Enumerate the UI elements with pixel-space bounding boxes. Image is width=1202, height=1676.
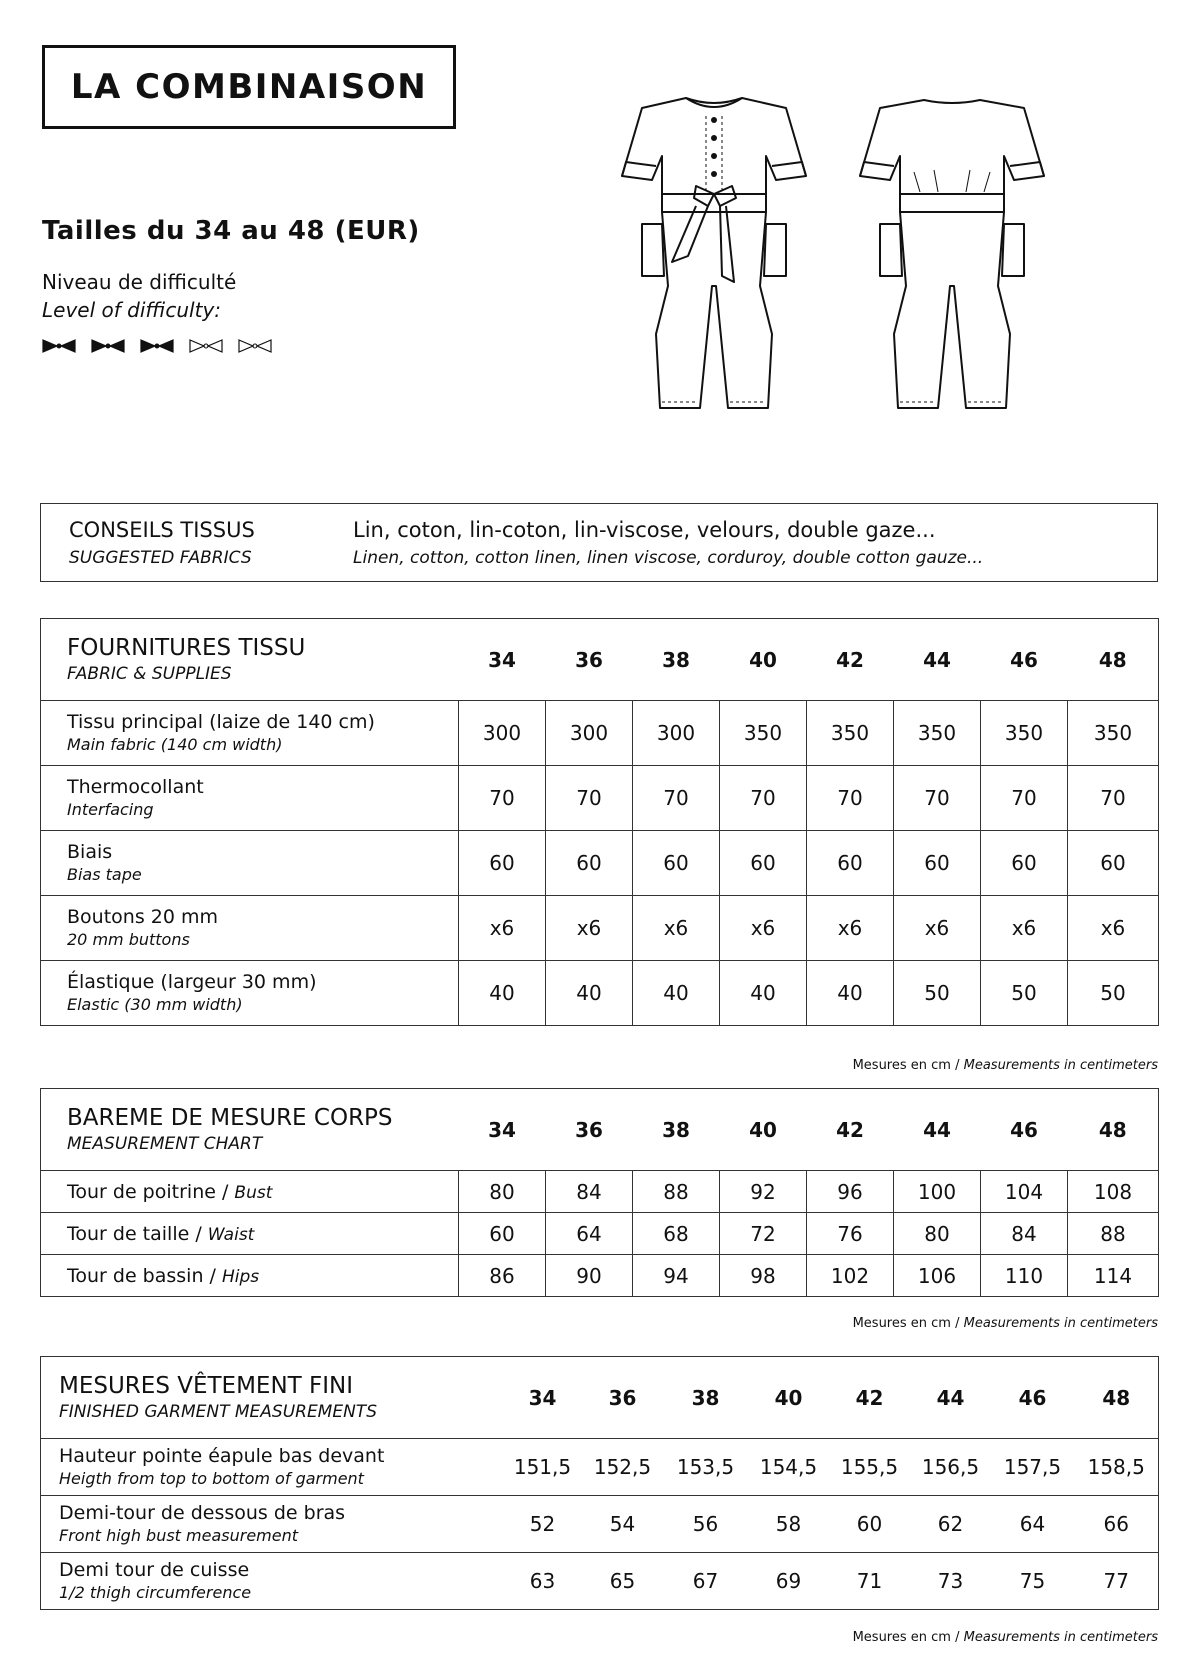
- units-note-fr: Mesures en cm: [852, 1058, 951, 1073]
- table-cell: 102: [807, 1255, 894, 1297]
- table-cell: 71: [829, 1553, 911, 1610]
- table-cell: 84: [546, 1171, 633, 1213]
- units-note-fr: Mesures en cm: [852, 1630, 951, 1645]
- table-cell: 60: [720, 831, 807, 896]
- supplies-heading-fr: FOURNITURES TISSU: [67, 634, 306, 661]
- table-cell: x6: [894, 896, 981, 961]
- table-cell: 70: [633, 766, 720, 831]
- row-label-fr: Hauteur pointe éapule bas devant: [59, 1445, 385, 1467]
- table-cell: 100: [894, 1171, 981, 1213]
- suggested-fabrics-box: [40, 503, 1158, 582]
- body-chart-heading-en: MEASUREMENT CHART: [67, 1133, 263, 1154]
- supplies-size-header: 48: [1098, 647, 1127, 672]
- table-cell: 153,5: [663, 1439, 749, 1496]
- table-cell: 70: [807, 766, 894, 831]
- body-chart-size-header: 42: [836, 1117, 864, 1142]
- finished-size-header: 36: [608, 1385, 637, 1410]
- row-label: [41, 1213, 459, 1255]
- bow-filled-icon: [91, 338, 125, 354]
- supplies-size-header: 36: [575, 647, 603, 672]
- table-cell: 70: [720, 766, 807, 831]
- row-label: [41, 961, 459, 1026]
- row-label-fr: Boutons 20 mm: [67, 906, 218, 928]
- table-cell: 94: [633, 1255, 720, 1297]
- bow-outline-icon: [238, 338, 272, 354]
- finished-garment-table: [40, 1356, 1159, 1610]
- table-cell: 90: [546, 1255, 633, 1297]
- table-cell: 300: [459, 701, 546, 766]
- row-label: [41, 896, 459, 961]
- row-label-fr: Tour de bassin: [67, 1264, 204, 1287]
- table-cell: 300: [633, 701, 720, 766]
- body-chart-heading: [41, 1089, 459, 1171]
- table-cell: 70: [546, 766, 633, 831]
- table-cell: 76: [807, 1213, 894, 1255]
- table-cell: 60: [459, 1213, 546, 1255]
- table-cell: x6: [633, 896, 720, 961]
- body-chart-size-header: 44: [923, 1117, 951, 1142]
- table-cell: 67: [663, 1553, 749, 1610]
- finished-size-header: 44: [936, 1385, 965, 1410]
- row-label-fr: Tissu principal (laize de 140 cm): [67, 711, 375, 733]
- table-cell: 60: [1068, 831, 1159, 896]
- table-cell: x6: [720, 896, 807, 961]
- row-label-en: Elastic (30 mm width): [67, 995, 243, 1014]
- table-cell: 156,5: [911, 1439, 991, 1496]
- table-cell: 60: [546, 831, 633, 896]
- table-row: [41, 1171, 1159, 1213]
- table-row: [41, 1255, 1159, 1297]
- table-cell: 64: [546, 1213, 633, 1255]
- table-cell: 63: [503, 1553, 583, 1610]
- fabrics-heading-fr: CONSEILS TISSUS: [69, 518, 255, 542]
- units-note-en: Measurements in centimeters: [963, 1058, 1158, 1073]
- table-cell: 84: [981, 1213, 1068, 1255]
- row-label-en: Heigth from top to bottom of garment: [59, 1469, 364, 1488]
- table-cell: 56: [663, 1496, 749, 1553]
- finished-heading-fr: MESURES VÊTEMENT FINI: [59, 1372, 354, 1399]
- row-label: [41, 766, 459, 831]
- row-label-sep: /: [215, 1180, 235, 1203]
- supplies-size-header: 44: [923, 647, 951, 672]
- table-cell: 92: [720, 1171, 807, 1213]
- row-label-fr: Biais: [67, 841, 113, 863]
- table-cell: 60: [981, 831, 1068, 896]
- table-cell: 66: [1075, 1496, 1159, 1553]
- table-cell: 104: [981, 1171, 1068, 1213]
- body-chart-size-header: 34: [488, 1117, 516, 1142]
- table-cell: 40: [459, 961, 546, 1026]
- table-cell: 96: [807, 1171, 894, 1213]
- supplies-heading: [41, 619, 459, 701]
- finished-size-header: 34: [528, 1385, 557, 1410]
- table-cell: 86: [459, 1255, 546, 1297]
- row-label-fr: Demi tour de cuisse: [59, 1559, 250, 1581]
- table-row: [41, 1553, 1159, 1610]
- units-note-fr: Mesures en cm: [852, 1316, 951, 1331]
- table-cell: 88: [633, 1171, 720, 1213]
- table-cell: 300: [546, 701, 633, 766]
- difficulty-label-fr: Niveau de difficulté: [42, 270, 237, 294]
- units-note-en: Measurements in centimeters: [963, 1630, 1158, 1645]
- table-cell: 60: [829, 1496, 911, 1553]
- table-cell: x6: [459, 896, 546, 961]
- row-label: [41, 701, 459, 766]
- body-chart-size-header: 38: [662, 1117, 690, 1142]
- supplies-size-header: 46: [1010, 647, 1038, 672]
- table-cell: 60: [633, 831, 720, 896]
- table-cell: 157,5: [991, 1439, 1075, 1496]
- table-cell: 154,5: [749, 1439, 829, 1496]
- table-cell: 50: [894, 961, 981, 1026]
- bow-filled-icon: [42, 338, 76, 354]
- row-label-en: 20 mm buttons: [67, 930, 190, 949]
- table-cell: 70: [894, 766, 981, 831]
- row-label-en: Waist: [207, 1224, 255, 1245]
- units-note: [853, 1630, 1158, 1645]
- finished-size-header: 40: [774, 1385, 803, 1410]
- page-title: LA COMBINAISON: [70, 67, 428, 107]
- units-note: [853, 1316, 1158, 1331]
- body-chart-size-header: 48: [1098, 1117, 1127, 1142]
- finished-heading-en: FINISHED GARMENT MEASUREMENTS: [59, 1401, 377, 1422]
- supplies-size-header: 38: [662, 647, 690, 672]
- table-cell: 40: [807, 961, 894, 1026]
- row-label-en: Main fabric (140 cm width): [67, 735, 283, 754]
- table-cell: 62: [911, 1496, 991, 1553]
- table-cell: 88: [1068, 1213, 1159, 1255]
- measurement-chart-table: [40, 1088, 1159, 1297]
- table-cell: 106: [894, 1255, 981, 1297]
- table-cell: 108: [1068, 1171, 1159, 1213]
- row-label-sep: /: [189, 1222, 208, 1245]
- row-label: [41, 1171, 459, 1213]
- row-label: [41, 1496, 503, 1553]
- units-note-sep: /: [950, 1630, 964, 1645]
- row-label-fr: Tour de poitrine: [67, 1180, 216, 1203]
- table-cell: 151,5: [503, 1439, 583, 1496]
- table-cell: 77: [1075, 1553, 1159, 1610]
- row-label-en: Bias tape: [67, 865, 142, 884]
- row-label-sep: /: [203, 1264, 222, 1287]
- row-label-en: Hips: [222, 1266, 260, 1287]
- table-cell: 350: [894, 701, 981, 766]
- finished-size-header: 38: [691, 1385, 720, 1410]
- table-cell: 98: [720, 1255, 807, 1297]
- table-cell: x6: [807, 896, 894, 961]
- bow-outline-icon: [189, 338, 223, 354]
- body-chart-size-header: 36: [575, 1117, 603, 1142]
- finished-size-header: 46: [1018, 1385, 1047, 1410]
- jumpsuit-front-illustration: [616, 86, 812, 446]
- finished-size-header: 42: [855, 1385, 884, 1410]
- table-cell: 350: [981, 701, 1068, 766]
- row-label: [41, 1553, 503, 1610]
- table-cell: 155,5: [829, 1439, 911, 1496]
- table-cell: 60: [459, 831, 546, 896]
- size-range: Tailles du 34 au 48 (EUR): [42, 216, 420, 246]
- table-cell: 152,5: [583, 1439, 663, 1496]
- fabrics-list-fr: Lin, coton, lin-coton, lin-viscose, velours, double gaze...: [353, 518, 936, 542]
- table-row: [41, 961, 1159, 1026]
- table-cell: 54: [583, 1496, 663, 1553]
- supplies-size-header: 42: [836, 647, 864, 672]
- table-cell: 40: [720, 961, 807, 1026]
- table-cell: 350: [807, 701, 894, 766]
- units-note-sep: /: [950, 1058, 964, 1073]
- row-label: [41, 1439, 503, 1496]
- table-row: [41, 1439, 1159, 1496]
- fabrics-list-en: Linen, cotton, cotton linen, linen viscose, corduroy, double cotton gauze...: [353, 548, 984, 568]
- row-label-fr: Demi-tour de dessous de bras: [59, 1502, 346, 1524]
- table-cell: 40: [633, 961, 720, 1026]
- table-cell: 50: [1068, 961, 1159, 1026]
- supplies-size-header: 34: [488, 647, 516, 672]
- table-row: [41, 1496, 1159, 1553]
- row-label-fr: Élastique (largeur 30 mm): [67, 971, 317, 993]
- row-label-en: 1/2 thigh circumference: [59, 1583, 252, 1602]
- table-row: [41, 1213, 1159, 1255]
- fabric-supplies-table: [40, 618, 1159, 1026]
- supplies-size-header: 40: [749, 647, 777, 672]
- table-cell: 70: [981, 766, 1068, 831]
- table-cell: 65: [583, 1553, 663, 1610]
- difficulty-label-en: Level of difficulty:: [42, 298, 222, 322]
- finished-size-header: 48: [1102, 1385, 1131, 1410]
- table-cell: 40: [546, 961, 633, 1026]
- table-cell: x6: [981, 896, 1068, 961]
- table-cell: 72: [720, 1213, 807, 1255]
- row-label-en: Interfacing: [67, 800, 154, 819]
- table-cell: 60: [807, 831, 894, 896]
- row-label: [41, 1255, 459, 1297]
- table-cell: 64: [991, 1496, 1075, 1553]
- table-cell: 114: [1068, 1255, 1159, 1297]
- row-label-en: Front high bust measurement: [59, 1526, 299, 1545]
- table-cell: 52: [503, 1496, 583, 1553]
- table-cell: 70: [459, 766, 546, 831]
- body-chart-size-header: 40: [749, 1117, 777, 1142]
- table-cell: 75: [991, 1553, 1075, 1610]
- table-row: [41, 831, 1159, 896]
- table-cell: 50: [981, 961, 1068, 1026]
- fabrics-heading-en: SUGGESTED FABRICS: [69, 548, 252, 568]
- finished-heading: [41, 1357, 503, 1439]
- supplies-heading-en: FABRIC & SUPPLIES: [67, 663, 232, 684]
- table-cell: x6: [546, 896, 633, 961]
- difficulty-rating: [42, 338, 272, 354]
- table-row: [41, 896, 1159, 961]
- table-cell: 110: [981, 1255, 1068, 1297]
- row-label-en: Bust: [234, 1182, 273, 1203]
- table-cell: 158,5: [1075, 1439, 1159, 1496]
- table-cell: 73: [911, 1553, 991, 1610]
- units-note-en: Measurements in centimeters: [963, 1316, 1158, 1331]
- row-label-fr: Tour de taille: [67, 1222, 190, 1245]
- table-cell: 350: [720, 701, 807, 766]
- table-cell: 70: [1068, 766, 1159, 831]
- table-row: [41, 701, 1159, 766]
- body-chart-size-header: 46: [1010, 1117, 1038, 1142]
- jumpsuit-back-illustration: [854, 86, 1050, 446]
- body-chart-heading-fr: BAREME DE MESURE CORPS: [67, 1104, 393, 1131]
- bow-filled-icon: [140, 338, 174, 354]
- row-label: [41, 831, 459, 896]
- table-cell: 350: [1068, 701, 1159, 766]
- table-cell: x6: [1068, 896, 1159, 961]
- table-cell: 58: [749, 1496, 829, 1553]
- table-cell: 80: [459, 1171, 546, 1213]
- table-cell: 60: [894, 831, 981, 896]
- units-note: [853, 1058, 1158, 1073]
- table-cell: 68: [633, 1213, 720, 1255]
- table-cell: 80: [894, 1213, 981, 1255]
- units-note-sep: /: [950, 1316, 964, 1331]
- title-box: [42, 45, 456, 129]
- row-label-fr: Thermocollant: [67, 776, 204, 798]
- table-row: [41, 766, 1159, 831]
- table-cell: 69: [749, 1553, 829, 1610]
